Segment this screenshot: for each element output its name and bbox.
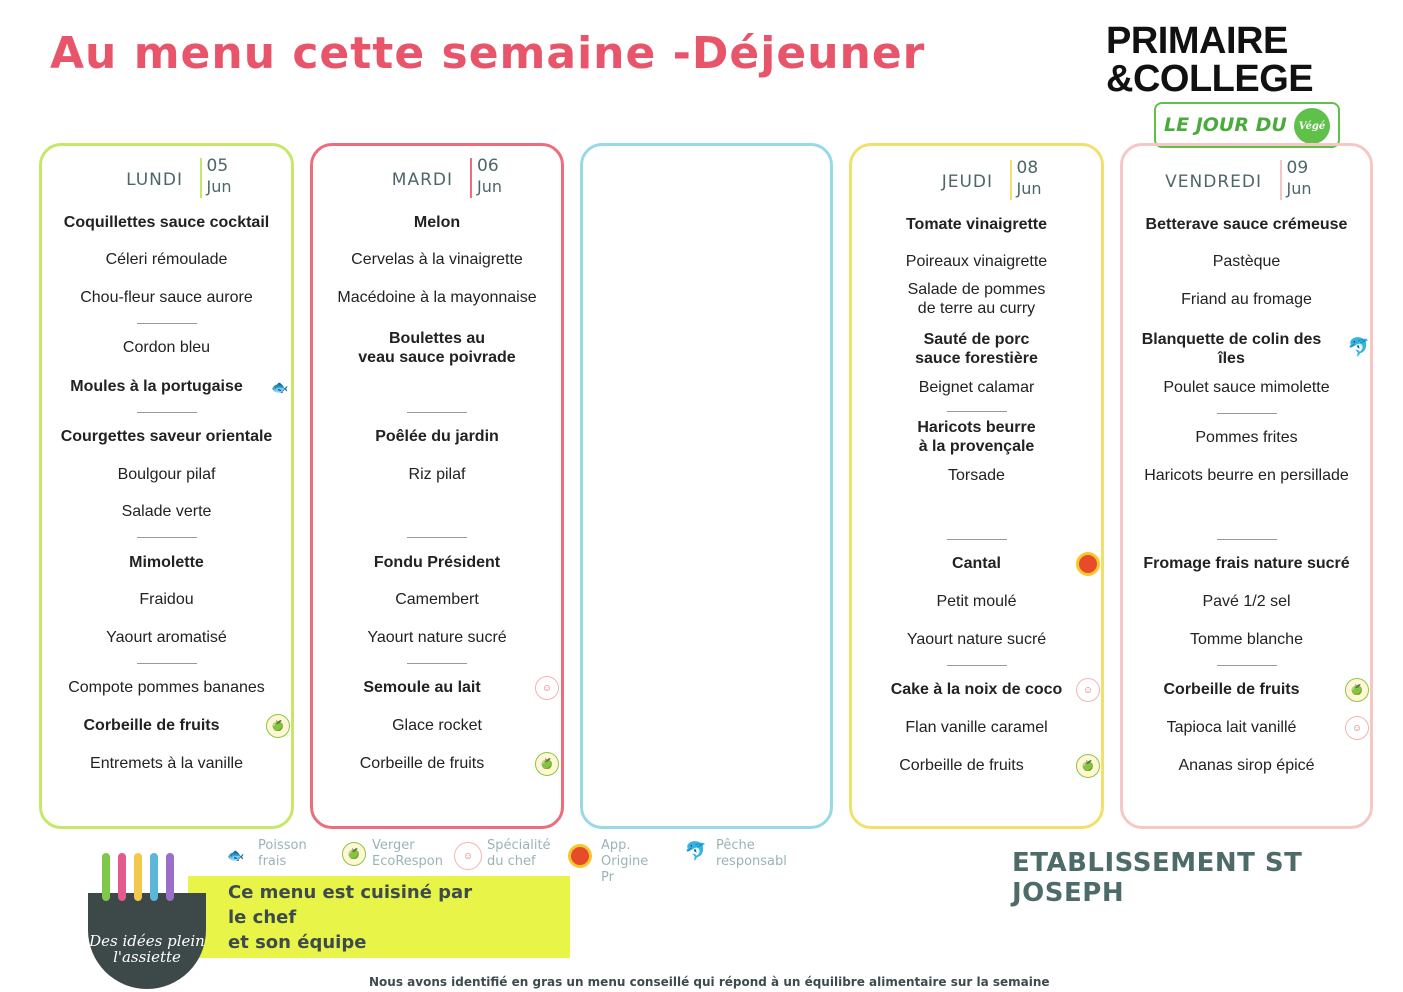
course-divider (137, 537, 197, 538)
menu-item: Yaourt aromatisé (106, 629, 227, 646)
menu-item: Camembert (395, 591, 479, 608)
chef-message-band (188, 876, 570, 958)
course-divider (1217, 539, 1277, 540)
menu-item: Cervelas à la vinaigrette (351, 251, 523, 268)
menu-item: Macédoine à la mayonnaise (337, 289, 537, 306)
day-header (313, 156, 561, 200)
day-number: 09 (1286, 158, 1309, 178)
menu-item: Corbeille de fruits (359, 755, 485, 772)
menu-item: Tapioca lait vanillé (1166, 719, 1297, 736)
legend-label: Verger EcoRespon (372, 838, 443, 869)
course-divider (137, 663, 197, 664)
page-title: Au menu cette semaine -Déjeuner (50, 28, 926, 79)
day-header (852, 158, 1101, 202)
menu-item: Ananas sirop épicé (1178, 757, 1315, 774)
day-separator (1280, 160, 1282, 200)
course-divider (137, 323, 197, 324)
menu-item: Entremets à la vanille (90, 755, 243, 772)
menu-item: Pavé 1/2 sel (1202, 593, 1291, 610)
day-column-vendredi (1120, 143, 1373, 829)
menu-item: Cordon bleu (122, 339, 211, 356)
menu-item: Riz pilaf (408, 466, 466, 483)
day-name: VENDREDI (1165, 172, 1262, 192)
menu-item: Mimolette (129, 554, 204, 571)
chef-icon: ☺ (454, 842, 482, 870)
day-month: Jun (477, 177, 502, 196)
menu-item: Friand au fromage (1181, 291, 1312, 308)
menu-item: Salade de pommes de terre au curry (907, 281, 1046, 317)
course-divider (407, 537, 467, 538)
course-divider (947, 665, 1007, 666)
brand-line1: PRIMAIRE (1106, 20, 1288, 62)
menu-item: Poêlée du jardin (375, 428, 499, 445)
menu-item: Salade verte (121, 503, 212, 520)
legend-label: App. Origine Pr (601, 838, 649, 885)
menu-item: Blanquette de colin des îles (1141, 331, 1322, 367)
menu-item: Boulgour pilaf (117, 466, 216, 483)
menu-item: Moules à la portugaise (70, 378, 243, 395)
establishment-name: ETABLISSEMENT ST JOSEPH (1012, 848, 1303, 908)
menu-item: Corbeille de fruits (83, 717, 220, 734)
day-column-empty (580, 143, 833, 829)
day-month: Jun (1286, 179, 1312, 198)
legend-label: Poisson frais (258, 838, 307, 869)
menu-item: Pommes frites (1195, 429, 1298, 446)
chef-icon: ☺ (1076, 678, 1100, 702)
course-divider (137, 412, 197, 413)
chef-icon: ☺ (535, 676, 559, 700)
veggie-day-badge (1154, 102, 1340, 148)
course-divider (1217, 665, 1277, 666)
footnote: Nous avons identifié en gras un menu conseillé qui répond à un équilibre alimentaire sur la semaine (369, 975, 1050, 989)
menu-item: Fromage frais nature sucré (1143, 555, 1350, 572)
day-header (1123, 158, 1370, 202)
menu-item: Fraidou (139, 591, 194, 608)
day-separator (470, 158, 472, 198)
menu-item: Betterave sauce crémeuse (1145, 216, 1348, 233)
day-number: 05 (206, 156, 229, 176)
peche-icon: 🐬 (684, 840, 708, 861)
utensil-icon (118, 853, 126, 901)
course-divider (1217, 413, 1277, 414)
fish-icon: 🐟 (271, 378, 289, 395)
menu-item: Fondu Président (373, 554, 501, 571)
menu-item: Yaourt nature sucré (906, 631, 1047, 648)
chef-message: Ce menu est cuisiné par le chef et son équipe (228, 882, 473, 953)
utensil-icon (102, 853, 110, 901)
menu-item: Petit moulé (936, 593, 1017, 610)
menu-item: Sauté de porc sauce forestière (915, 331, 1038, 367)
menu-item: Glace rocket (392, 717, 482, 734)
menu-item: Poulet sauce mimolette (1163, 379, 1330, 396)
menu-item: Yaourt nature sucré (367, 629, 507, 646)
menu-item: Compote pommes bananes (68, 679, 265, 696)
course-divider (947, 539, 1007, 540)
verger-icon: 🍏 (342, 842, 366, 866)
aop-icon (1076, 552, 1100, 576)
menu-item: Pastèque (1212, 253, 1281, 270)
menu-item: Courgettes saveur orientale (60, 428, 273, 445)
vege-seal-icon: Végé (1294, 108, 1330, 144)
menu-item: Tomme blanche (1190, 631, 1303, 648)
menu-item: Torsade (948, 467, 1005, 484)
chef-icon: ☺ (1345, 716, 1369, 740)
ideas-logo (88, 893, 206, 989)
menu-item: Haricots beurre en persillade (1144, 467, 1349, 484)
day-name: MARDI (391, 170, 453, 190)
day-column-lundi (39, 143, 294, 829)
fish-icon: 🐟 (227, 846, 245, 863)
menu-item: Poireaux vinaigrette (905, 253, 1048, 270)
menu-item: Chou-fleur sauce aurore (80, 289, 253, 306)
brand-line2: &COLLEGE (1106, 58, 1314, 100)
day-number: 06 (477, 156, 499, 176)
day-month: Jun (1016, 179, 1042, 198)
verger-icon: 🍏 (1076, 754, 1100, 778)
utensil-icon (134, 853, 142, 901)
day-month: Jun (206, 177, 232, 196)
menu-item: Corbeille de fruits (1163, 681, 1300, 698)
menu-item: Céleri rémoulade (105, 251, 228, 268)
menu-item: Flan vanille caramel (905, 719, 1048, 736)
menu-item: Melon (413, 214, 461, 231)
logo-text: Des idées plein l'assiette (89, 932, 205, 966)
utensil-icon (166, 853, 174, 901)
day-separator (1010, 160, 1012, 200)
menu-item: Tomate vinaigrette (905, 216, 1048, 233)
menu-item: Semoule au lait (363, 679, 481, 696)
menu-item: Coquillettes sauce cocktail (63, 214, 270, 231)
menu-item: Cantal (952, 555, 1001, 572)
peche-icon: 🐬 (1347, 336, 1371, 357)
menu-item: Boulettes au veau sauce poivrade (358, 330, 516, 366)
day-number: 08 (1016, 158, 1039, 178)
day-column-mardi (310, 143, 564, 829)
verger-icon: 🍏 (535, 752, 559, 776)
day-header (42, 156, 291, 200)
verger-icon: 🍏 (266, 714, 290, 738)
brand-logo (1106, 22, 1346, 98)
veggie-badge-text: LE JOUR DU (1164, 114, 1287, 136)
legend-label: Spécialité du chef (487, 838, 551, 869)
day-name: LUNDI (126, 170, 183, 190)
menu-item: Haricots beurre à la provençale (917, 419, 1036, 455)
course-divider (407, 412, 467, 413)
aop-icon (568, 844, 592, 868)
day-separator (200, 158, 202, 198)
verger-icon: 🍏 (1345, 678, 1369, 702)
menu-item: Corbeille de fruits (899, 757, 1024, 774)
menu-item: Cake à la noix de coco (890, 681, 1063, 698)
course-divider (947, 411, 1007, 412)
day-column-jeudi (849, 143, 1104, 829)
course-divider (407, 663, 467, 664)
legend-label: Pêche responsabl (716, 838, 787, 869)
menu-item: Beignet calamar (918, 379, 1035, 396)
utensil-icon (150, 853, 158, 901)
day-name: JEUDI (941, 172, 993, 192)
